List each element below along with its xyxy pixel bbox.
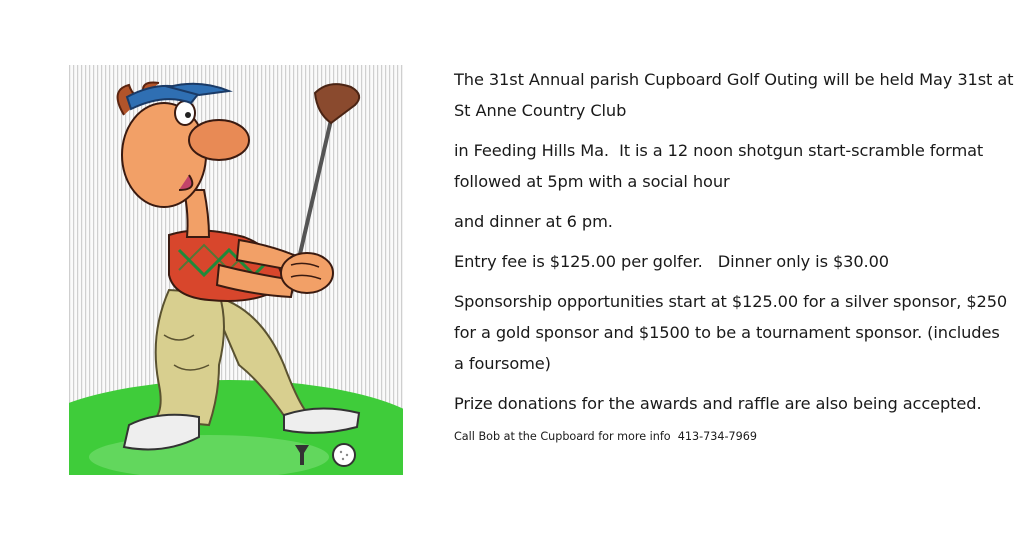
pants (154, 290, 224, 425)
sponsorship-paragraph: Sponsorship opportunities start at $125.00 for a silver sponsor, $250 for a gold sponsor and $1500 to be a tournament sponsor. (includes a foursome) (454, 292, 1013, 373)
hands (281, 253, 333, 293)
shoe-right (284, 408, 359, 432)
event-description (454, 64, 1019, 445)
golfer-illustration (69, 65, 403, 475)
contact-info: Call Bob at the Cupboard for more info 413-734-7969 (454, 430, 758, 443)
golfer-cartoon (69, 65, 403, 475)
intro-paragraph: The 31st Annual parish Cupboard Golf Outing will be held May 31st at St Anne Country Club (454, 70, 1019, 120)
nose (189, 120, 249, 160)
donations-paragraph: Prize donations for the awards and raffle are also being accepted. (454, 394, 982, 413)
location-paragraph: in Feeding Hills Ma. It is a 12 noon shotgun start-scramble format followed at 5pm with a social hour (454, 141, 989, 191)
golf-ball (333, 444, 355, 466)
dinner-time-paragraph: and dinner at 6 pm. (454, 212, 613, 231)
fees-paragraph: Entry fee is $125.00 per golfer. Dinner only is $30.00 (454, 252, 890, 271)
